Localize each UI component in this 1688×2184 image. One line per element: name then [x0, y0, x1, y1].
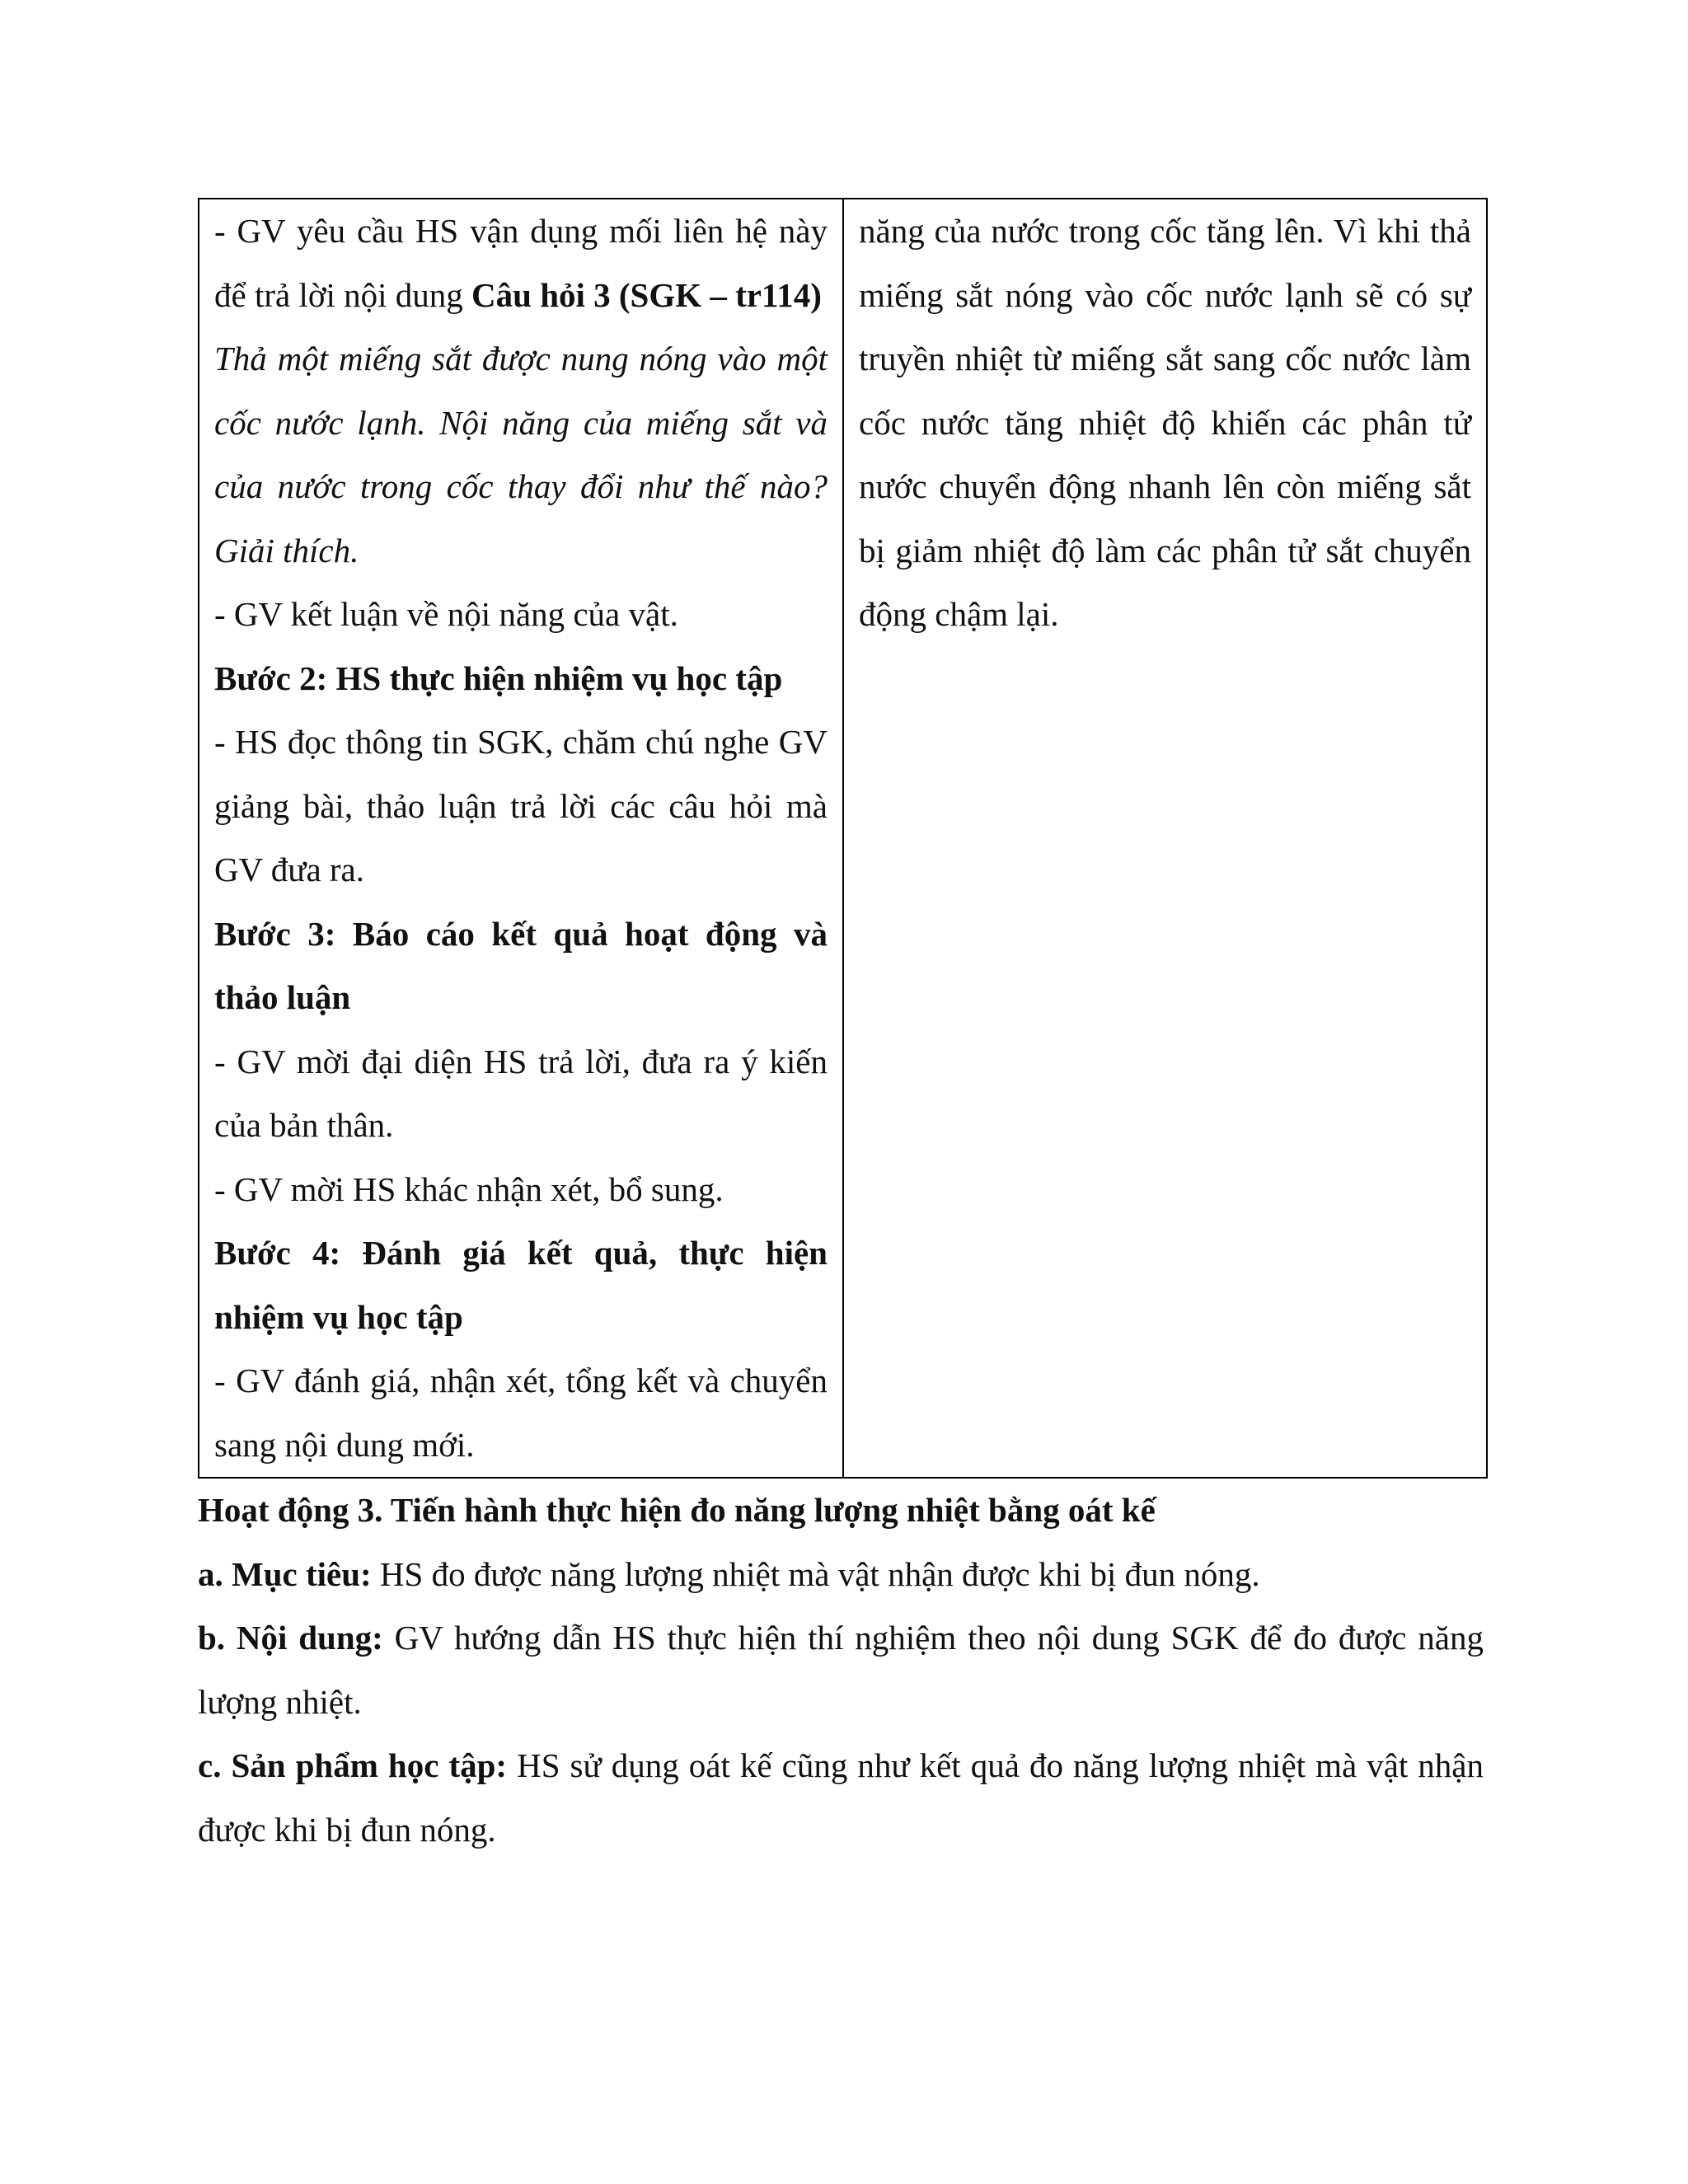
content-paragraph: [198, 1606, 1484, 1734]
objective-label: a. Mục tiêu:: [198, 1554, 372, 1593]
step4-title: Bước 4: Đánh giá kết quả, thực hiện nhiệm vụ học tập: [214, 1234, 828, 1336]
activity-title: Hoạt động 3. Tiến hành thực hiện đo năng lượng nhiệt bằng oát kế: [198, 1491, 1156, 1529]
content-text: GV hướng dẫn HS thực hiện thí nghiệm theo nội dung SGK để đo được năng lượng nhiệt.: [198, 1619, 1484, 1721]
question-text: Thả một miếng sắt được nung nóng vào một cốc nước lạnh. Nội năng của miếng sắt và của nước trong cốc thay đổi như thế nào? Giải thích.: [214, 340, 828, 569]
question-reference: Câu hỏi 3 (SGK – tr114): [471, 275, 822, 314]
task-paragraph: - GV yêu cầu HS vận dụng mối liên hệ này để trả lời nội dung Câu hỏi 3 (SGK – tr114): [214, 212, 828, 314]
objective-text: HS đo được năng lượng nhiệt mà vật nhận được khi bị đun nóng.: [371, 1554, 1260, 1593]
product-paragraph: [198, 1734, 1484, 1862]
content-label: b. Nội dung:: [198, 1619, 383, 1657]
step4-text: - GV đánh giá, nhận xét, tổng kết và chuyển sang nội dung mới.: [214, 1361, 828, 1464]
activity-section: [198, 1479, 1484, 1862]
answer-text: năng của nước trong cốc tăng lên. Vì khi thả miếng sắt nóng vào cốc nước lạnh sẽ có sự truyền nhiệt từ miếng sắt sang cốc nước làm cốc nước tăng nhiệt độ khiến các phân tử nước chuyển động nhanh lên còn miếng sắt bị giảm nhiệt độ làm các phân tử sắt chuyển động chậm lại.: [859, 212, 1471, 633]
step2-title: Bước 2: HS thực hiện nhiệm vụ học tập: [214, 658, 783, 697]
step2-text: - HS đọc thông tin SGK, chăm chú nghe GV giảng bài, thảo luận trả lời các câu hỏi mà GV đưa ra.: [214, 723, 828, 888]
product-text: HS sử dụng oát kế cũng như kết quả đo năng lượng nhiệt mà vật nhận được khi bị đun nóng.: [198, 1746, 1484, 1849]
step3-text-1: - GV mời đại diện HS trả lời, đưa ra ý kiến của bản thân.: [214, 1042, 828, 1144]
step3-title: Bước 3: Báo cáo kết quả hoạt động và thảo luận: [214, 914, 828, 1016]
step3-text-2: - GV mời HS khác nhận xét, bổ sung.: [214, 1169, 724, 1208]
conclusion-text: - GV kết luận về nội năng của vật.: [214, 595, 678, 633]
table-row: [199, 199, 1487, 1478]
document-page: [198, 198, 1484, 1862]
teacher-activity-cell: [199, 199, 843, 1478]
student-answer-cell: [843, 199, 1487, 1478]
objective-paragraph: [198, 1543, 1484, 1607]
product-label: c. Sản phẩm học tập:: [198, 1746, 508, 1784]
lesson-table: [198, 198, 1488, 1479]
